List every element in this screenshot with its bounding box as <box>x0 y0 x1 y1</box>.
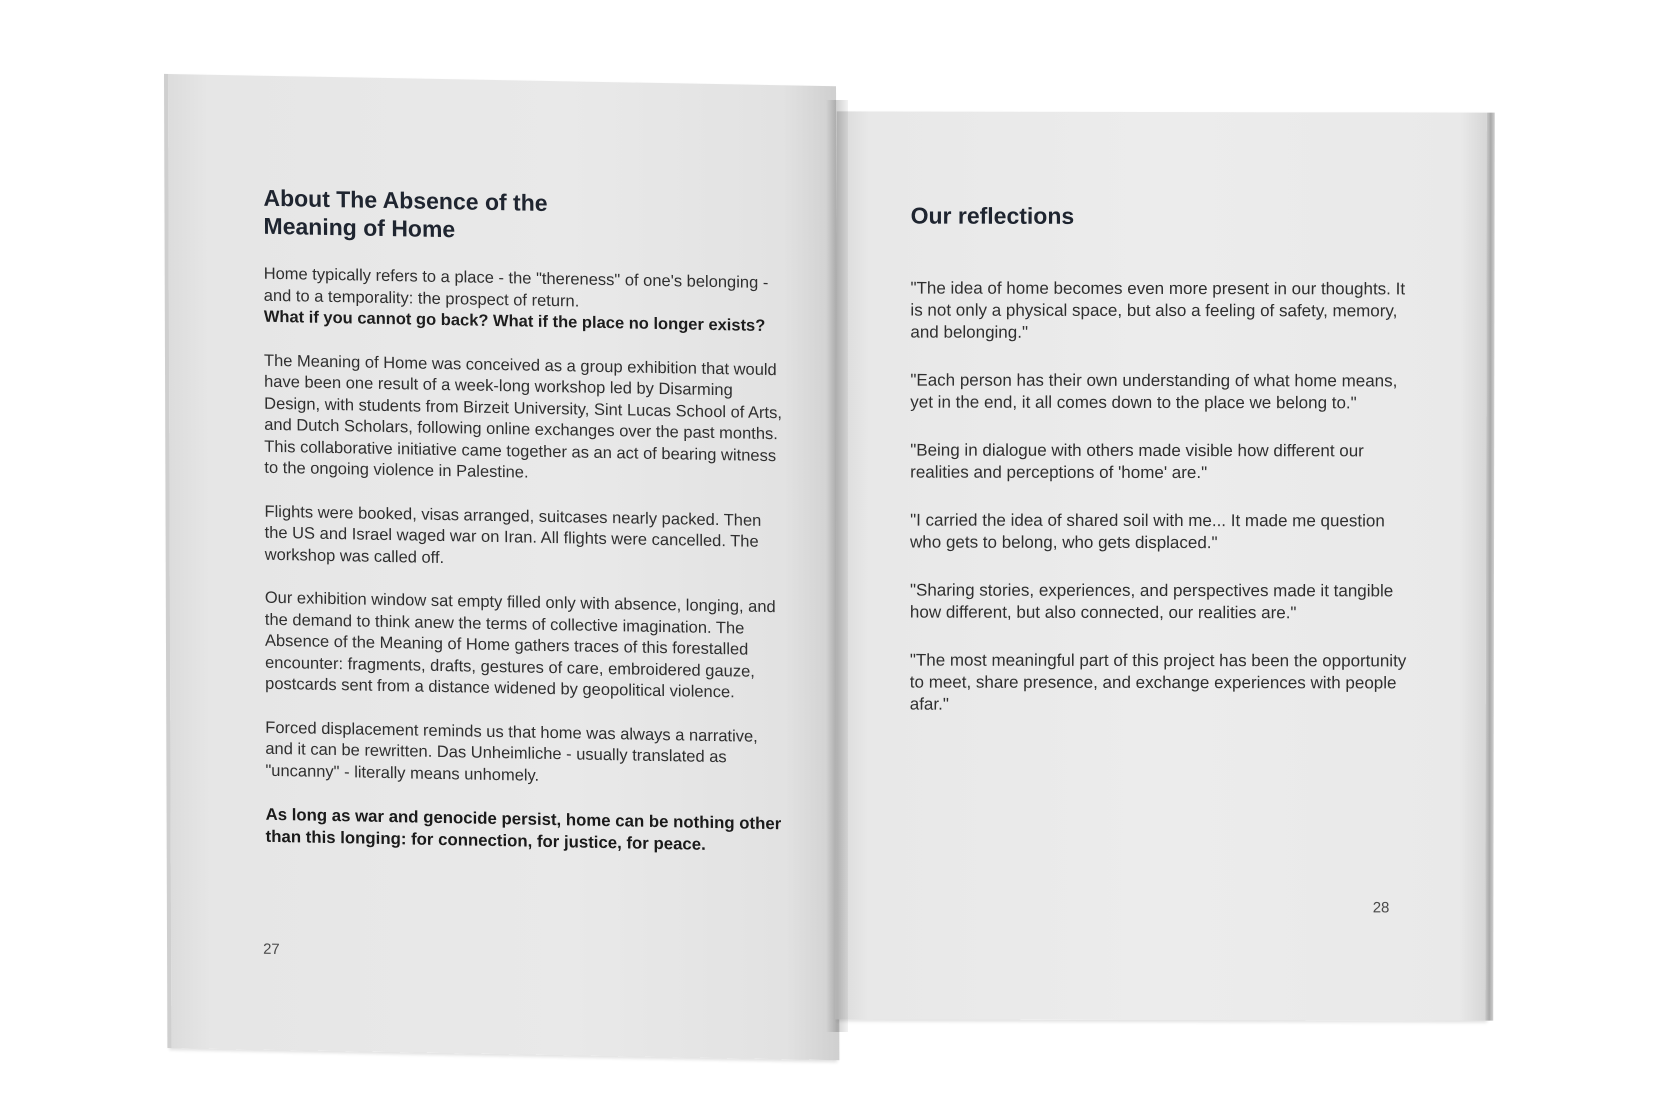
exhibition-paragraph: The Meaning of Home was conceived as a group exhibition that would have been one result of a week-long workshop led by Disarming Design, with students from Birzeit University, Sint Lucas School of Arts, and Dutch Scholars, following online exchanges over the past months. This collaborative initiative came together as an act of bearing witness to the ongoing violence in Palestine. <box>263 351 782 482</box>
displacement-paragraph: Forced displacement reminds us that home was always a narrative, and it can be rewritten. Das Unheimliche - usually translated as "uncanny" - literally means unhomely. <box>265 718 758 785</box>
left-page <box>168 74 839 1060</box>
reflection-quote: "I carried the idea of shared soil with me... It made me question who gets to belong, who gets displaced." <box>910 510 1385 553</box>
left-page-content <box>263 184 785 880</box>
left-page-title: About The Absence of the Meaning of Home <box>263 184 548 243</box>
page-number-left: 27 <box>263 940 280 959</box>
closing-statement: As long as war and genocide persist, home can be nothing other than this longing: for connection, for justice, for peace. <box>265 804 782 854</box>
right-page <box>835 111 1487 1020</box>
intro-paragraph <box>264 264 784 338</box>
reflection-quote: "Being in dialogue with others made visible how different our realities and perceptions of 'home' are." <box>910 440 1364 483</box>
page-number-right: 28 <box>1372 899 1390 917</box>
reflection-quote: "Sharing stories, experiences, and perspectives made it tangible how different, but also connected, our realities are." <box>909 580 1394 623</box>
absence-paragraph: Our exhibition window sat empty filled only with absence, longing, and the demand to think anew the terms of collective imagination. The Absence of the Meaning of Home gathers traces of this forestalled encounter: fragments, drafts, gestures of care, embroidered gauze, postcards sent from a distance widened by geopolitical violence. <box>264 588 776 702</box>
right-page-content <box>910 202 1411 743</box>
intro-text: Home typically refers to a place - the "thereness" of one's belonging - and to a temporality: the prospect of return. <box>263 264 769 311</box>
cancellation-paragraph: Flights were booked, visas arranged, suitcases nearly packed. Then the US and Israel waged war on Iran. All flights were cancelled. The workshop was called off. <box>264 502 762 567</box>
reflection-quote: "Each person has their own understanding of what home means, yet in the end, it all comes down to the place we belong to." <box>910 370 1398 413</box>
right-page-title: Our reflections <box>910 202 1075 229</box>
intro-question: What if you cannot go back? What if the place no longer exists? <box>263 307 766 335</box>
reflection-quote: "The most meaningful part of this project has been the opportunity to meet, share presence, and exchange experiences with people afar." <box>909 650 1407 714</box>
reflection-quote: "The idea of home becomes even more present in our thoughts. It is not only a physical space, but also a feeling of safety, memory, and belonging." <box>910 278 1406 342</box>
